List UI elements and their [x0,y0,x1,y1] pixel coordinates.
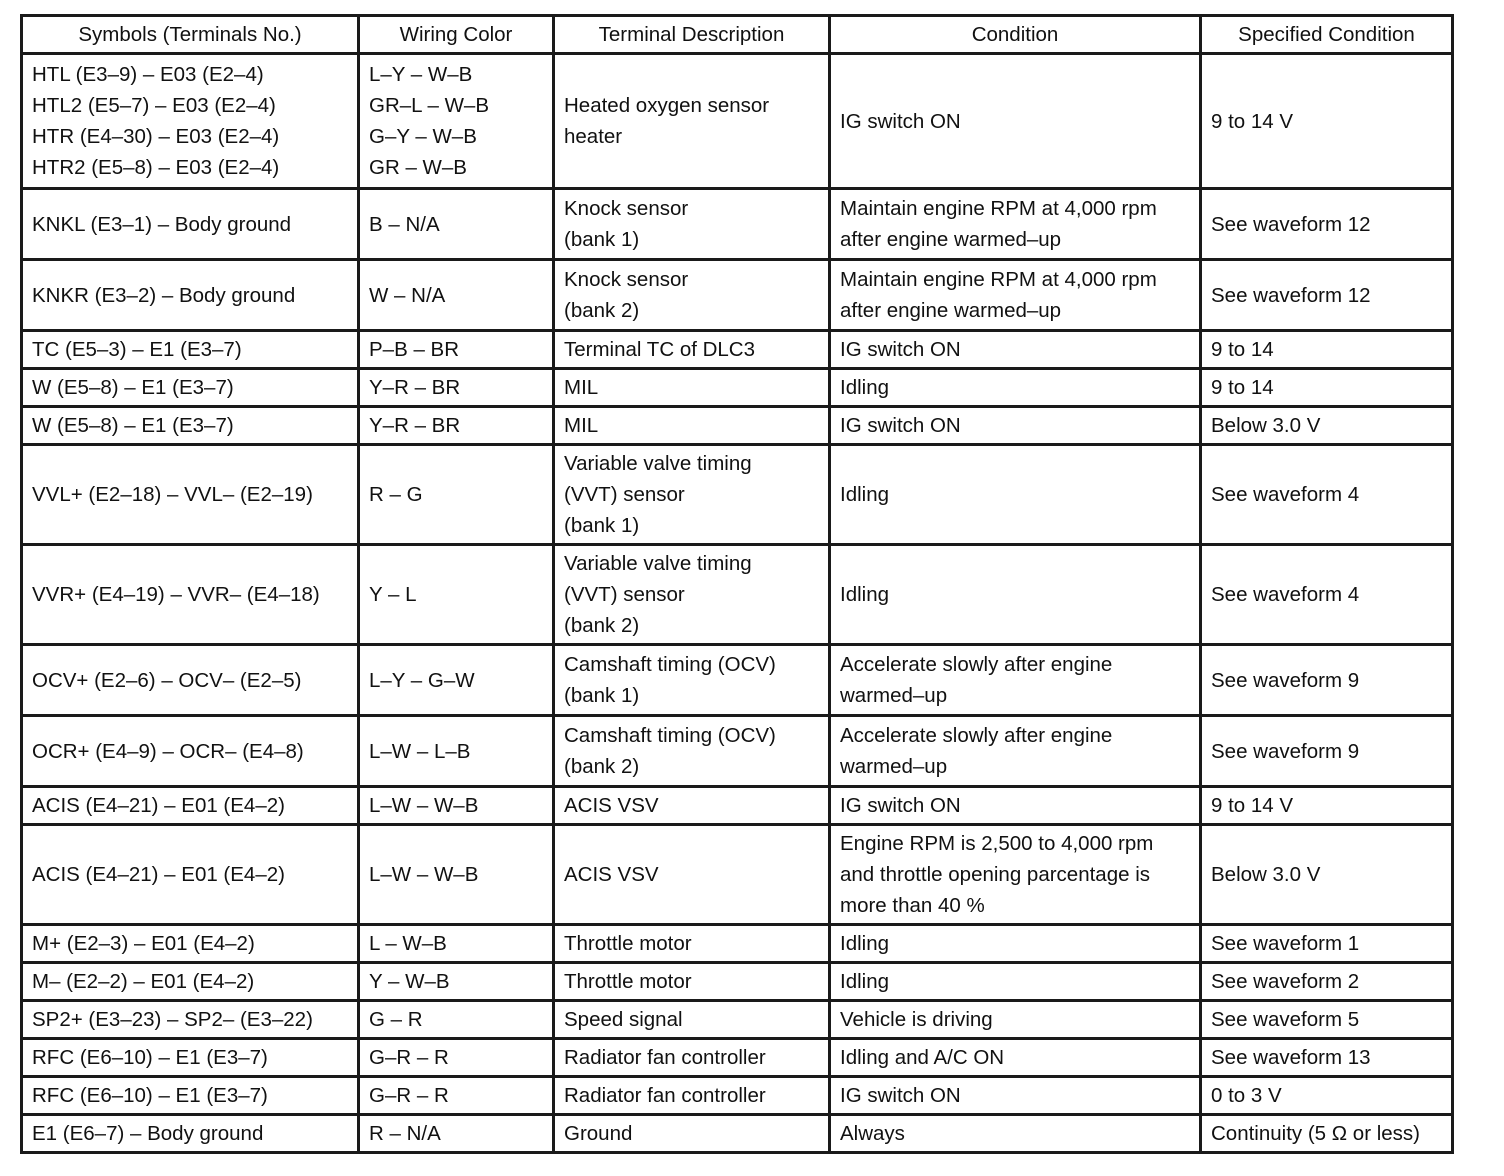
table-row [22,1039,1453,1077]
symbols-cell: VVR+ (E4–19) – VVR– (E4–18) [22,545,359,645]
header-wiring-color: Wiring Color [359,16,554,54]
condition-line: Maintain engine RPM at 4,000 rpm [840,197,1157,220]
description-line: (bank 1) [564,228,640,251]
condition-cell: IG switch ON [830,787,1201,825]
wiring-cell: Y–R – BR [359,407,554,445]
header-condition: Condition [830,16,1201,54]
symbols-cell: KNKR (E3–2) – Body ground [22,260,359,331]
symbols-cell: SP2+ (E3–23) – SP2– (E3–22) [22,1001,359,1039]
symbols-cell: KNKL (E3–1) – Body ground [22,189,359,260]
terminal-spec-table [20,14,1454,1154]
table-row [22,645,1453,716]
condition-cell: Idling [830,963,1201,1001]
wiring-line: GR–L – W–B [369,94,490,117]
description-line: Knock sensor [564,197,689,220]
header-row [22,16,1453,54]
table-row [22,189,1453,260]
description-line: Variable valve timing [564,452,752,475]
wiring-cell: P–B – BR [359,331,554,369]
condition-line: Accelerate slowly after engine [840,653,1113,676]
condition-line: warmed–up [840,755,948,778]
condition-line: after engine warmed–up [840,228,1062,251]
wiring-cell: B – N/A [359,189,554,260]
table-row [22,825,1453,925]
table-row [22,1077,1453,1115]
specified-cell: See waveform 9 [1201,716,1453,787]
wiring-cell: G–R – R [359,1039,554,1077]
wiring-line: L–Y – W–B [369,63,473,86]
description-line: Knock sensor [564,268,689,291]
wiring-cell: Y–R – BR [359,369,554,407]
table-row [22,716,1453,787]
symbols-cell [22,54,359,189]
condition-line: IG switch ON [840,109,961,133]
wiring-cell: L–W – L–B [359,716,554,787]
description-line: (VVT) sensor [564,583,685,606]
wiring-cell [359,54,554,189]
specified-cell: See waveform 12 [1201,260,1453,331]
specified-cell: Below 3.0 V [1201,407,1453,445]
wiring-cell: R – G [359,445,554,545]
table-row [22,545,1453,645]
specified-cell: 9 to 14 V [1201,54,1453,189]
table-row [22,925,1453,963]
table-row [22,445,1453,545]
description-line: (bank 2) [564,299,640,322]
table-row [22,407,1453,445]
description-cell [554,445,830,545]
symbols-line: HTR (E4–30) – E03 (E2–4) [32,125,280,148]
description-cell [554,645,830,716]
specified-cell: See waveform 4 [1201,445,1453,545]
wiring-cell: Y – L [359,545,554,645]
condition-line: Engine RPM is 2,500 to 4,000 rpm [840,832,1154,855]
table-row [22,963,1453,1001]
description-cell: Throttle motor [554,963,830,1001]
description-line: (bank 1) [564,684,640,707]
symbols-cell: RFC (E6–10) – E1 (E3–7) [22,1077,359,1115]
description-cell: ACIS VSV [554,787,830,825]
condition-cell: IG switch ON [830,331,1201,369]
symbols-cell: E1 (E6–7) – Body ground [22,1115,359,1153]
description-line: Camshaft timing (OCV) [564,724,776,747]
symbols-cell: M+ (E2–3) – E01 (E4–2) [22,925,359,963]
wiring-cell: L–W – W–B [359,825,554,925]
condition-cell [830,189,1201,260]
description-cell [554,260,830,331]
symbols-line: HTL (E3–9) – E03 (E2–4) [32,63,264,86]
condition-cell: Always [830,1115,1201,1153]
symbols-cell: OCV+ (E2–6) – OCV– (E2–5) [22,645,359,716]
symbols-cell: TC (E5–3) – E1 (E3–7) [22,331,359,369]
condition-line: more than 40 % [840,894,985,917]
table-row [22,787,1453,825]
symbols-cell: ACIS (E4–21) – E01 (E4–2) [22,825,359,925]
wiring-cell: R – N/A [359,1115,554,1153]
condition-cell: Idling [830,445,1201,545]
symbols-cell: W (E5–8) – E1 (E3–7) [22,369,359,407]
header-terminal-description: Terminal Description [554,16,830,54]
specified-cell: Below 3.0 V [1201,825,1453,925]
specified-cell: See waveform 4 [1201,545,1453,645]
symbols-cell: ACIS (E4–21) – E01 (E4–2) [22,787,359,825]
description-line: (bank 2) [564,614,640,637]
symbols-line: HTR2 (E5–8) – E03 (E2–4) [32,156,280,179]
wiring-cell: L–Y – G–W [359,645,554,716]
wiring-cell: L – W–B [359,925,554,963]
symbols-cell: VVL+ (E2–18) – VVL– (E2–19) [22,445,359,545]
condition-line: and throttle opening parcentage is [840,863,1151,886]
description-line: Heated oxygen sensor [564,94,770,117]
description-cell: Terminal TC of DLC3 [554,331,830,369]
condition-line: warmed–up [840,684,948,707]
table-row [22,260,1453,331]
condition-cell [830,260,1201,331]
specified-cell: 0 to 3 V [1201,1077,1453,1115]
description-cell [554,716,830,787]
specified-cell: 9 to 14 [1201,331,1453,369]
description-line: Camshaft timing (OCV) [564,653,776,676]
description-cell: Radiator fan controller [554,1039,830,1077]
table-row [22,54,1453,189]
specified-cell: 9 to 14 V [1201,787,1453,825]
condition-cell [830,825,1201,925]
specified-cell: Continuity (5 Ω or less) [1201,1115,1453,1153]
condition-cell [830,645,1201,716]
wiring-line: G–Y – W–B [369,125,477,148]
wiring-cell: G – R [359,1001,554,1039]
symbols-cell: W (E5–8) – E1 (E3–7) [22,407,359,445]
condition-line: after engine warmed–up [840,299,1062,322]
specified-cell: See waveform 2 [1201,963,1453,1001]
specified-cell: See waveform 13 [1201,1039,1453,1077]
description-line: (VVT) sensor [564,483,685,506]
table-row [22,331,1453,369]
condition-cell [830,54,1201,189]
table-row [22,1001,1453,1039]
condition-cell: IG switch ON [830,1077,1201,1115]
description-line: heater [564,125,623,148]
description-cell: Radiator fan controller [554,1077,830,1115]
description-cell [554,54,830,189]
condition-cell [830,716,1201,787]
wiring-line: GR – W–B [369,156,467,179]
condition-cell: Idling and A/C ON [830,1039,1201,1077]
condition-cell: IG switch ON [830,407,1201,445]
description-cell: Ground [554,1115,830,1153]
condition-line: Maintain engine RPM at 4,000 rpm [840,268,1157,291]
description-cell: MIL [554,369,830,407]
description-cell: Speed signal [554,1001,830,1039]
symbols-cell: M– (E2–2) – E01 (E4–2) [22,963,359,1001]
description-line: (bank 2) [564,755,640,778]
condition-line: Accelerate slowly after engine [840,724,1113,747]
specified-cell: See waveform 5 [1201,1001,1453,1039]
specified-cell: See waveform 12 [1201,189,1453,260]
wiring-cell: G–R – R [359,1077,554,1115]
condition-cell: Idling [830,925,1201,963]
table-row [22,1115,1453,1153]
wiring-cell: W – N/A [359,260,554,331]
specified-cell: See waveform 9 [1201,645,1453,716]
description-cell: ACIS VSV [554,825,830,925]
symbols-cell: OCR+ (E4–9) – OCR– (E4–8) [22,716,359,787]
wiring-cell: Y – W–B [359,963,554,1001]
specified-cell: See waveform 1 [1201,925,1453,963]
table-row [22,369,1453,407]
wiring-cell: L–W – W–B [359,787,554,825]
description-cell: MIL [554,407,830,445]
condition-cell: Idling [830,369,1201,407]
condition-cell: Idling [830,545,1201,645]
description-line: Variable valve timing [564,552,752,575]
description-line: (bank 1) [564,514,640,537]
symbols-line: HTL2 (E5–7) – E03 (E2–4) [32,94,276,117]
condition-cell: Vehicle is driving [830,1001,1201,1039]
description-cell [554,545,830,645]
header-symbols: Symbols (Terminals No.) [22,16,359,54]
specified-cell: 9 to 14 [1201,369,1453,407]
description-cell [554,189,830,260]
header-specified-condition: Specified Condition [1201,16,1453,54]
description-cell: Throttle motor [554,925,830,963]
symbols-cell: RFC (E6–10) – E1 (E3–7) [22,1039,359,1077]
